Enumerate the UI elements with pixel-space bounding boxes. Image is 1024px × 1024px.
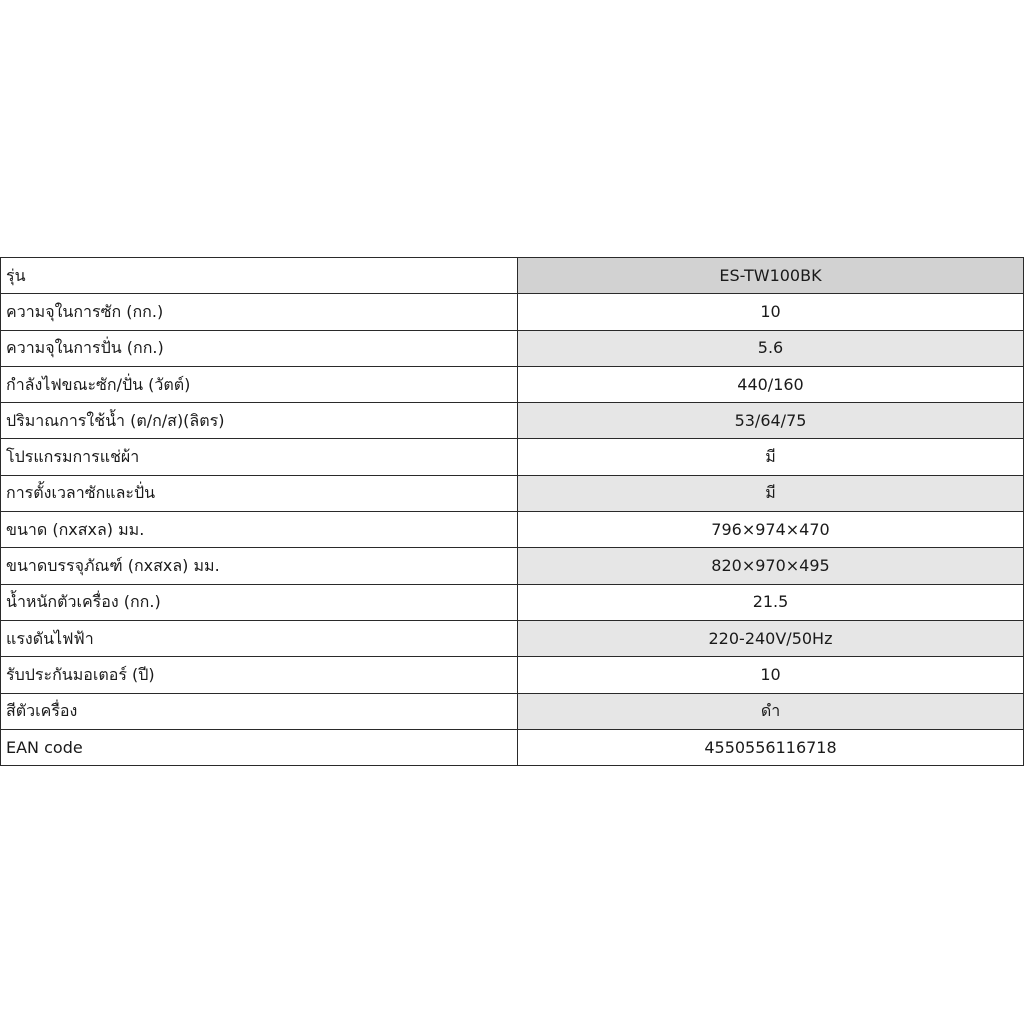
spec-value: มี xyxy=(518,475,1024,511)
spec-value: 220-240V/50Hz xyxy=(518,620,1024,656)
spec-label: ความจุในการปั่น (กก.) xyxy=(1,330,518,366)
spec-row-model xyxy=(1,258,1024,294)
spec-value: 796×974×470 xyxy=(518,512,1024,548)
spec-value: 10 xyxy=(518,657,1024,693)
spec-label: แรงดันไฟฟ้า xyxy=(1,620,518,656)
spec-value: ดำ xyxy=(518,693,1024,729)
spec-row-dimensions xyxy=(1,512,1024,548)
spec-label: ความจุในการซัก (กก.) xyxy=(1,294,518,330)
spec-value: ES-TW100BK xyxy=(518,258,1024,294)
spec-value: มี xyxy=(518,439,1024,475)
spec-label: กำลังไฟขณะซัก/ปั่น (วัตต์) xyxy=(1,366,518,402)
spec-row-weight xyxy=(1,584,1024,620)
spec-row-wash-capacity xyxy=(1,294,1024,330)
spec-table-body xyxy=(1,258,1024,766)
spec-label: ขนาด (กxสxล) มม. xyxy=(1,512,518,548)
spec-label: ขนาดบรรจุภัณฑ์ (กxสxล) มม. xyxy=(1,548,518,584)
spec-row-timer xyxy=(1,475,1024,511)
spec-row-voltage xyxy=(1,620,1024,656)
spec-value: 4550556116718 xyxy=(518,729,1024,765)
spec-label: รุ่น xyxy=(1,258,518,294)
spec-label: รับประกันมอเตอร์ (ปี) xyxy=(1,657,518,693)
spec-row-motor-warranty xyxy=(1,657,1024,693)
spec-row-spin-capacity xyxy=(1,330,1024,366)
spec-label: การตั้งเวลาซักและปั่น xyxy=(1,475,518,511)
spec-row-color xyxy=(1,693,1024,729)
spec-label: EAN code xyxy=(1,729,518,765)
spec-label: ปริมาณการใช้น้ำ (ต/ก/ส)(ลิตร) xyxy=(1,403,518,439)
spec-label: น้ำหนักตัวเครื่อง (กก.) xyxy=(1,584,518,620)
spec-row-power xyxy=(1,366,1024,402)
spec-value: 820×970×495 xyxy=(518,548,1024,584)
spec-label: สีตัวเครื่อง xyxy=(1,693,518,729)
spec-label: โปรแกรมการแช่ผ้า xyxy=(1,439,518,475)
spec-value: 10 xyxy=(518,294,1024,330)
spec-value: 5.6 xyxy=(518,330,1024,366)
spec-value: 53/64/75 xyxy=(518,403,1024,439)
spec-row-water-usage xyxy=(1,403,1024,439)
spec-value: 440/160 xyxy=(518,366,1024,402)
spec-value: 21.5 xyxy=(518,584,1024,620)
spec-row-soak-program xyxy=(1,439,1024,475)
spec-row-package-dimensions xyxy=(1,548,1024,584)
spec-row-ean xyxy=(1,729,1024,765)
spec-table xyxy=(0,257,1024,766)
